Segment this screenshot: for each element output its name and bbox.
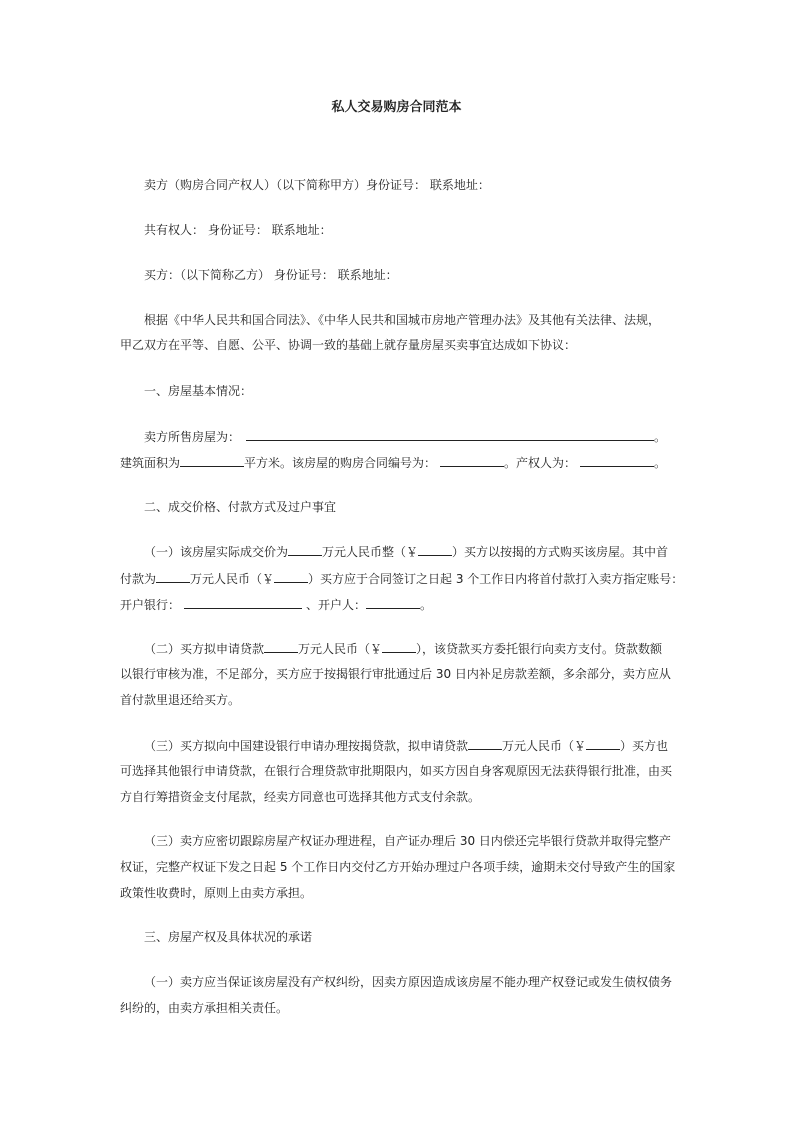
owner-label: 。产权人为： xyxy=(504,456,577,470)
property-location-label: 卖方所售房屋为： xyxy=(144,430,241,444)
document-title: 私人交易购房合同范本 xyxy=(331,100,462,115)
ccb-loan-label: （三）买方拟向中国建设银行申请办理按揭贷款，拟申请贷款 xyxy=(144,739,469,753)
preamble-line-1: 根据《中华人民共和国合同法》、《中华人民共和国城市房地产管理办法》及其他有关法律、法规， xyxy=(144,313,661,327)
down-payment-figure-blank[interactable] xyxy=(274,570,308,583)
clause-2-1-line-3 xyxy=(120,596,432,613)
clause-2-1-line-2 xyxy=(120,570,683,587)
clause-2-1-line-1 xyxy=(144,543,668,560)
period: 。 xyxy=(654,430,667,444)
section-3-heading: 三、房屋产权及具体状况的承诺 xyxy=(144,930,313,944)
clause-text: ），该贷款买方委托银行向卖方支付。贷款数额 xyxy=(416,642,663,656)
co-owner-info-line: 共有权人： 身份证号： 联系地址： xyxy=(144,223,332,237)
clause-text: ）买方应于合同签订之日起 3 个工作日内将首付款打入卖方指定账号： xyxy=(308,572,684,586)
clause-2-2-line-2: 以银行审核为准，不足部分，买方应于按揭银行审批通过后 30 日内补足房款差额，多余部分，卖方应从 xyxy=(120,667,671,681)
area-label: 建筑面积为 xyxy=(120,456,181,470)
property-location-blank[interactable] xyxy=(246,428,654,441)
down-payment-blank[interactable] xyxy=(156,570,190,583)
bank-label: 开户银行： xyxy=(120,598,181,612)
period: 。 xyxy=(420,598,433,612)
preamble-line-2: 甲乙双方在平等、自愿、公平、协调一致的基础上就存量房屋买卖事宜达成如下协议： xyxy=(120,338,577,352)
rmb-label: 万元人民币整（￥ xyxy=(322,545,419,559)
contract-number-blank[interactable] xyxy=(440,454,504,467)
property-location-line xyxy=(144,428,666,445)
clause-3-1-line-1: （一）卖方应当保证该房屋没有产权纠纷，因卖方原因造成该房屋不能办理产权登记或发生债权债务 xyxy=(144,975,673,989)
section-1-heading: 一、房屋基本情况： xyxy=(144,384,253,398)
property-area-line xyxy=(120,454,666,471)
clause-2-2-line-1 xyxy=(144,640,662,657)
clause-2-4-line-2: 权证，完整产权证下发之日起 5 个工作日内交付乙方开始办理过户各项手续，逾期未交付导致产生的国家 xyxy=(120,860,676,874)
clause-2-4-line-1: （三）卖方应密切跟踪房屋产权证办理进程，自产证办理后 30 日内偿还完毕银行贷款并取得完整产 xyxy=(144,834,671,848)
loan-label: （二）买方拟申请贷款 xyxy=(144,642,265,656)
account-holder-blank[interactable] xyxy=(366,596,420,609)
ccb-loan-figure-blank[interactable] xyxy=(586,737,620,750)
clause-2-3-line-1 xyxy=(144,737,668,754)
rmb-label: 万元人民币（￥ xyxy=(190,572,275,586)
section-2-heading: 二、成交价格、付款方式及过户事宜 xyxy=(144,500,337,514)
price-figure-blank[interactable] xyxy=(418,543,452,556)
loan-blank[interactable] xyxy=(264,640,298,653)
clause-text: ）买方以按揭的方式购买该房屋。其中首 xyxy=(452,545,669,559)
rmb-label: 万元人民币（￥ xyxy=(298,642,383,656)
period: 。 xyxy=(654,456,667,470)
clause-2-3-line-3: 方自行筹措资金支付尾款，经卖方同意也可选择其他方式支付余款。 xyxy=(120,790,481,804)
down-payment-label: 付款为 xyxy=(120,572,157,586)
contract-number-label: 平方米。该房屋的购房合同编号为： xyxy=(244,456,437,470)
loan-figure-blank[interactable] xyxy=(382,640,416,653)
price-blank[interactable] xyxy=(288,543,322,556)
buyer-info-line: 买方：（以下简称乙方） 身份证号： 联系地址： xyxy=(144,268,398,282)
clause-2-4-line-3: 政策性收费时，原则上由卖方承担。 xyxy=(120,886,313,900)
account-holder-label: 、开户人： xyxy=(306,598,367,612)
seller-info-line: 卖方（购房合同产权人）（以下简称甲方）身份证号： 联系地址： xyxy=(144,178,490,192)
price-label: （一）该房屋实际成交价为 xyxy=(144,545,289,559)
bank-blank[interactable] xyxy=(184,596,302,609)
owner-blank[interactable] xyxy=(580,454,654,467)
ccb-loan-blank[interactable] xyxy=(468,737,502,750)
rmb-label: 万元人民币（￥ xyxy=(502,739,587,753)
clause-text: ）买方也 xyxy=(620,739,669,753)
clause-3-1-line-2: 纠纷的，由卖方承担相关责任。 xyxy=(120,1001,289,1015)
area-blank[interactable] xyxy=(180,454,244,467)
clause-2-2-line-3: 首付款里退还给买方。 xyxy=(120,693,241,707)
clause-2-3-line-2: 可选择其他银行申请贷款，在银行合理贷款审批期限内，如买方因自身客观原因无法获得银行批准，由买 xyxy=(120,764,673,778)
